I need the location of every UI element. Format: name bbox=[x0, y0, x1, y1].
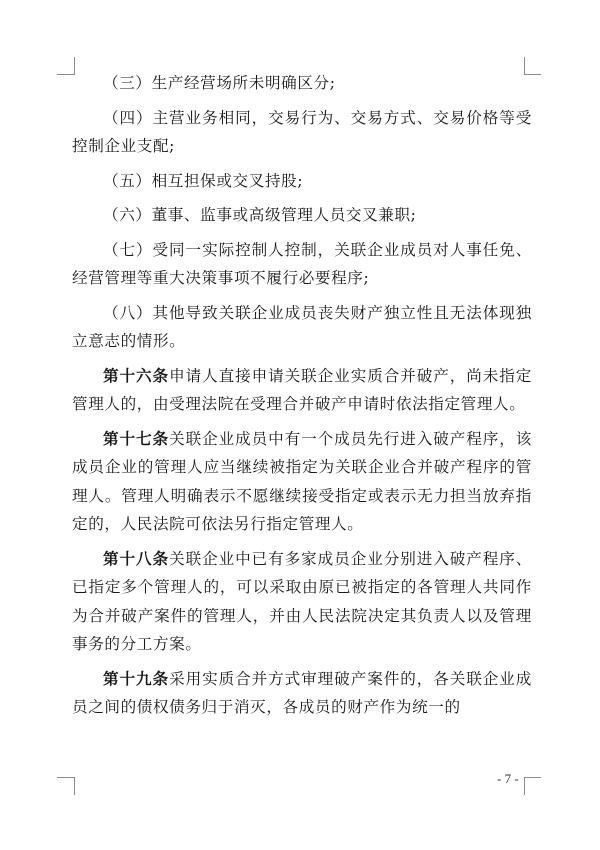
clause-text: （七）受同一实际控制人控制，关联企业成员对人事任免、经营管理等重大决策事项不履行必要程序; bbox=[72, 240, 532, 287]
crop-mark-bottom-right-h bbox=[524, 777, 541, 778]
clause-item-6 bbox=[72, 201, 532, 230]
article-number: 第十六条 bbox=[103, 365, 170, 385]
clause-text: （三）生产经营场所未明确区分; bbox=[103, 74, 336, 92]
article-text: 申请人直接申请关联企业实质合并破产，尚未指定管理人的，由受理法院在受理合并破产申请时依法指定管理人。 bbox=[72, 366, 533, 413]
article-18 bbox=[72, 545, 532, 659]
article-19 bbox=[72, 665, 532, 722]
crop-mark-bottom-left-v bbox=[74, 777, 75, 795]
clause-text: （八）其他导致关联企业成员丧失财产独立性且无法体现独立意志的情形。 bbox=[72, 303, 532, 350]
clause-text: （五）相互担保或交叉持股; bbox=[103, 171, 304, 190]
article-number: 第十八条 bbox=[103, 548, 170, 568]
article-16 bbox=[72, 362, 532, 419]
article-17 bbox=[72, 425, 532, 539]
article-text: 关联企业中已有多家成员企业分别进入破产程序、已指定多个管理人的，可以采取由原已被指定的各管理人共同作为合并破产案件的管理人，并由人民法院决定其负责人以及管理事务的分工方案。 bbox=[72, 549, 533, 653]
clause-item-7 bbox=[72, 236, 532, 293]
page-number: - 7 - bbox=[497, 771, 519, 786]
article-text: 采用实质合并方式审理破产案件的，各关联企业成员之间的债权债务归于消灭，各成员的财产作为统一的 bbox=[72, 669, 533, 716]
clause-item-4 bbox=[72, 104, 532, 161]
clause-text: （四）主营业务相同，交易行为、交易方式、交易价格等受控制企业支配; bbox=[72, 108, 532, 155]
article-number: 第十七条 bbox=[103, 428, 170, 448]
clause-text: （六）董事、监事或高级管理人员交叉兼职; bbox=[103, 206, 417, 224]
clause-item-3 bbox=[72, 69, 532, 98]
clause-item-5 bbox=[72, 167, 532, 196]
document-body bbox=[72, 69, 532, 728]
crop-mark-bottom-left-h bbox=[57, 777, 74, 778]
article-text: 关联企业成员中有一个成员先行进入破产程序，该成员企业的管理人应当继续被指定为关联企业合并破产程序的管理人。管理人明确表示不愿继续接受指定或表示无力担当放弃指定的，人民法院可依法另行指定管理人。 bbox=[72, 429, 533, 533]
crop-mark-bottom-right-v bbox=[524, 777, 525, 795]
clause-item-8 bbox=[72, 299, 532, 356]
article-number: 第十九条 bbox=[103, 668, 170, 688]
